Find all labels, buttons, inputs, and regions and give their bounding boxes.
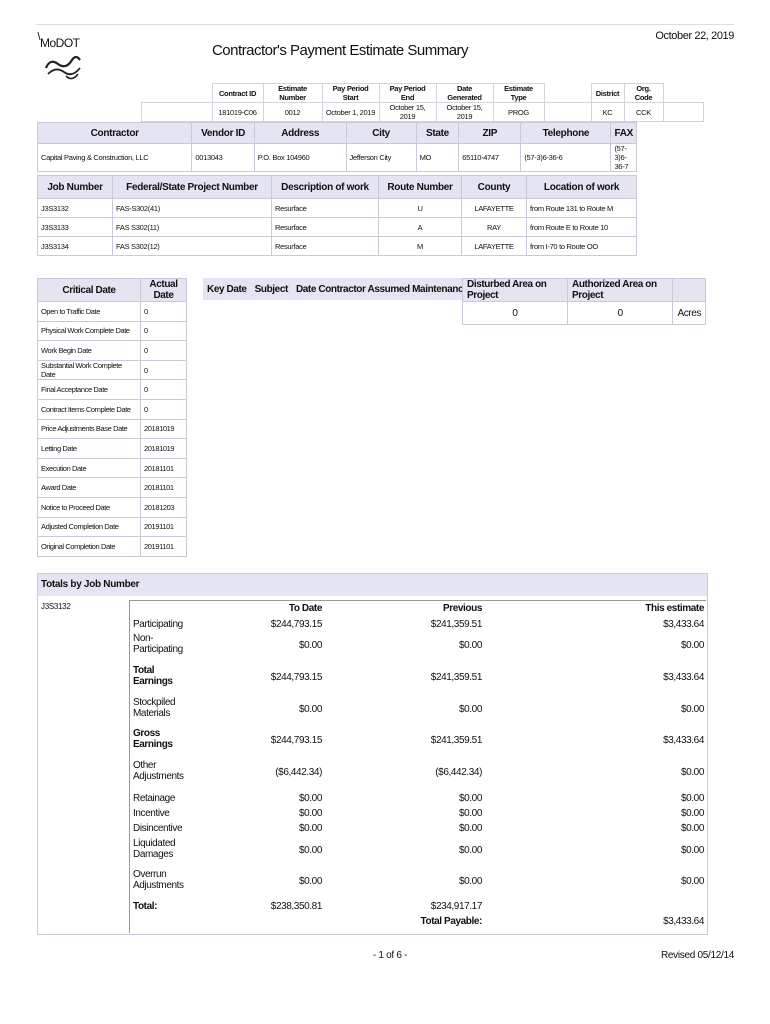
row-this: $3,433.64 (663, 619, 704, 630)
job-route: U (379, 199, 462, 218)
crit-value: 20181203 (141, 497, 187, 517)
table-row (38, 302, 187, 322)
est-hdr-number: Estimate Number (263, 84, 322, 103)
job-table (37, 175, 637, 256)
row-to-date: $0.00 (298, 640, 322, 651)
est-start: October 1, 2019 (322, 103, 379, 122)
ct-hdr-state: State (416, 123, 459, 144)
est-hdr-end: Pay Period End (379, 84, 436, 103)
est-hdr-start: Pay Period Start (322, 84, 379, 103)
ct-zip: 65110-4747 (459, 144, 521, 172)
job-location: from Route E to Route 10 (527, 218, 637, 237)
crit-label: Work Begin Date (38, 341, 141, 361)
row-label: Stockpiled Materials (133, 697, 176, 719)
ct-contractor: Capital Paving & Construction, LLC (38, 144, 192, 172)
crit-value: 0 (141, 302, 187, 322)
row-previous: $0.00 (458, 823, 482, 834)
area-table (462, 278, 706, 325)
totals-financials (129, 600, 706, 933)
table-row (38, 458, 187, 478)
key-hdr-date: Key Date (203, 278, 251, 300)
row-label: Non-Participating (133, 633, 183, 655)
crit-value: 20191101 (141, 537, 187, 557)
job-location: from Route 131 to Route M (527, 199, 637, 218)
crit-hdr-actual: Actual Date (141, 279, 187, 302)
row-this: $0.00 (680, 876, 704, 887)
crit-label: Original Completion Date (38, 537, 141, 557)
crit-value: 0 (141, 321, 187, 341)
row-to-date: $244,793.15 (270, 672, 322, 683)
est-district: KC (591, 103, 624, 122)
table-row (38, 497, 187, 517)
job-desc: Resurface (272, 237, 379, 256)
row-this: $0.00 (680, 845, 704, 856)
col-previous: Previous (442, 603, 482, 614)
job-location: from I-70 to Route OO (527, 237, 637, 256)
ct-hdr-fax: FAX (611, 123, 637, 144)
critical-dates-table (37, 278, 187, 557)
row-previous: $0.00 (458, 845, 482, 856)
job-hdr-location: Location of work (527, 176, 637, 199)
area-hdr-disturbed: Disturbed Area on Project (463, 279, 568, 302)
crit-label: Substantial Work Complete Date (38, 360, 141, 380)
crit-value: 20191101 (141, 517, 187, 537)
crit-value: 20181101 (141, 458, 187, 478)
row-label: Disincentive (133, 823, 183, 834)
row-this: $0.00 (680, 767, 704, 778)
job-county: LAFAYETTE (462, 199, 527, 218)
job-hdr-route: Route Number (379, 176, 462, 199)
job-desc: Resurface (272, 218, 379, 237)
row-previous: $0.00 (458, 640, 482, 651)
job-project: FAS S302(11) (113, 218, 272, 237)
row-previous: $241,359.51 (430, 619, 482, 630)
table-row (38, 380, 187, 400)
crit-value: 0 (141, 380, 187, 400)
area-hdr-authorized: Authorized Area on Project (568, 279, 673, 302)
row-to-date: $244,793.15 (270, 619, 322, 630)
area-authorized: 0 (568, 302, 673, 325)
job-route: M (379, 237, 462, 256)
row-to-date: $0.00 (298, 808, 322, 819)
job-number: J3S3134 (38, 237, 113, 256)
area-disturbed: 0 (463, 302, 568, 325)
est-hdr-org: Org. Code (624, 84, 663, 103)
crit-label: Physical Work Complete Date (38, 321, 141, 341)
table-row (38, 439, 187, 459)
job-number: J3S3133 (38, 218, 113, 237)
row-to-date: $0.00 (298, 704, 322, 715)
row-previous: $241,359.51 (430, 735, 482, 746)
est-generated: October 15, 2019 (436, 103, 493, 122)
row-to-date: ($6,442.34) (275, 767, 322, 778)
crit-label: Letting Date (38, 439, 141, 459)
est-type: PROG (493, 103, 544, 122)
key-hdr-maintenance: Date Contractor Assumed Maintenance (292, 278, 472, 300)
crit-value: 20181101 (141, 478, 187, 498)
crit-hdr-date: Critical Date (38, 279, 141, 302)
col-to-date: To Date (288, 603, 322, 614)
row-label: Gross Earnings (133, 728, 173, 750)
revised-date: Revised 05/12/14 (660, 950, 734, 961)
row-this: $3,433.64 (663, 735, 704, 746)
page-title: Contractor's Payment Estimate Summary (211, 42, 469, 59)
crit-value: 20181019 (141, 419, 187, 439)
job-number: J3S3132 (38, 199, 113, 218)
ct-phone: (57-3)6-36-6 (521, 144, 611, 172)
crit-value: 20181019 (141, 439, 187, 459)
row-to-date: $0.00 (298, 823, 322, 834)
ct-hdr-contractor: Contractor (38, 123, 192, 144)
row-label: Total: (133, 901, 158, 912)
area-unit: Acres (673, 302, 706, 325)
table-row (38, 360, 187, 380)
ct-state: MO (416, 144, 459, 172)
row-label: Participating (133, 619, 183, 630)
crit-label: Award Date (38, 478, 141, 498)
table-row (38, 321, 187, 341)
job-desc: Resurface (272, 199, 379, 218)
total-payable-value: $3,433.64 (663, 916, 704, 927)
key-hdr-subject: Subject (251, 278, 292, 300)
row-this: $0.00 (680, 704, 704, 715)
row-previous: ($6,442.34) (435, 767, 482, 778)
row-previous: $241,359.51 (430, 672, 482, 683)
table-row (38, 517, 187, 537)
totals-section (37, 573, 708, 935)
row-to-date: $0.00 (298, 793, 322, 804)
est-contract-id: 181019-C06 (212, 103, 263, 122)
est-number: 0012 (263, 103, 322, 122)
job-project: FAS-S302(41) (113, 199, 272, 218)
row-label: Other Adjustments (133, 760, 184, 782)
top-divider (36, 24, 734, 25)
est-hdr-district: District (591, 84, 624, 103)
totals-job: J3S3132 (41, 602, 71, 611)
est-org: CCK (624, 103, 663, 122)
page-number: - 1 of 6 - (372, 950, 408, 961)
table-row (38, 199, 637, 218)
job-county: RAY (462, 218, 527, 237)
estimate-table (141, 83, 704, 122)
table-row (38, 218, 637, 237)
ct-hdr-address: Address (254, 123, 346, 144)
row-to-date: $0.00 (298, 845, 322, 856)
table-row (38, 478, 187, 498)
totals-title: Totals by Job Number (38, 574, 707, 596)
table-row (38, 419, 187, 439)
row-label: Liquidated Damages (133, 838, 176, 860)
table-row (38, 537, 187, 557)
row-this: $0.00 (680, 808, 704, 819)
ct-hdr-phone: Telephone (521, 123, 611, 144)
crit-label: Open to Traffic Date (38, 302, 141, 322)
crit-label: Price Adjustments Base Date (38, 419, 141, 439)
crit-value: 0 (141, 341, 187, 361)
ct-hdr-city: City (346, 123, 416, 144)
row-previous: $0.00 (458, 704, 482, 715)
ct-vendor: 0013043 (192, 144, 254, 172)
row-previous: $234,917.17 (430, 901, 482, 912)
crit-value: 0 (141, 399, 187, 419)
crit-label: Notice to Proceed Date (38, 497, 141, 517)
col-this-estimate: This estimate (645, 603, 704, 614)
row-to-date: $0.00 (298, 876, 322, 887)
contractor-table (37, 122, 637, 172)
modot-logo (36, 30, 86, 84)
row-label: Retainage (133, 793, 175, 804)
row-this: $0.00 (680, 823, 704, 834)
key-dates-table (203, 278, 472, 300)
ct-address: P.O. Box 104960 (254, 144, 346, 172)
row-this: $0.00 (680, 640, 704, 651)
crit-label: Final Acceptance Date (38, 380, 141, 400)
row-this: $0.00 (680, 793, 704, 804)
crit-label: Contract Items Complete Date (38, 399, 141, 419)
crit-value: 0 (141, 360, 187, 380)
job-hdr-project: Federal/State Project Number (113, 176, 272, 199)
est-hdr-type: Estimate Type (493, 84, 544, 103)
table-row (38, 341, 187, 361)
row-label: Total Earnings (133, 665, 173, 687)
row-this: $3,433.64 (663, 672, 704, 683)
job-project: FAS S302(12) (113, 237, 272, 256)
ct-city: Jefferson City (346, 144, 416, 172)
crit-label: Execution Date (38, 458, 141, 478)
row-to-date: $244,793.15 (270, 735, 322, 746)
logo-wordmark: MoDOT (40, 36, 80, 50)
table-row (38, 399, 187, 419)
ct-hdr-vendor: Vendor ID (192, 123, 254, 144)
job-hdr-county: County (462, 176, 527, 199)
row-to-date: $238,350.81 (270, 901, 322, 912)
ct-hdr-zip: ZIP (459, 123, 521, 144)
table-row (38, 237, 637, 256)
job-county: LAFAYETTE (462, 237, 527, 256)
est-end: October 15, 2019 (379, 103, 436, 122)
job-hdr-desc: Description of work (272, 176, 379, 199)
est-hdr-contract: Contract ID (212, 84, 263, 103)
est-hdr-generated: Date Generated (436, 84, 493, 103)
job-hdr-number: Job Number (38, 176, 113, 199)
total-payable-label: Total Payable: (420, 916, 482, 927)
crit-label: Adjusted Completion Date (38, 517, 141, 537)
row-label: Incentive (133, 808, 170, 819)
row-previous: $0.00 (458, 793, 482, 804)
ct-fax: (57-3)6-36-7 (611, 144, 637, 172)
job-route: A (379, 218, 462, 237)
report-date: October 22, 2019 (655, 30, 734, 42)
row-previous: $0.00 (458, 876, 482, 887)
row-previous: $0.00 (458, 808, 482, 819)
row-label: Overrun Adjustments (133, 869, 184, 891)
